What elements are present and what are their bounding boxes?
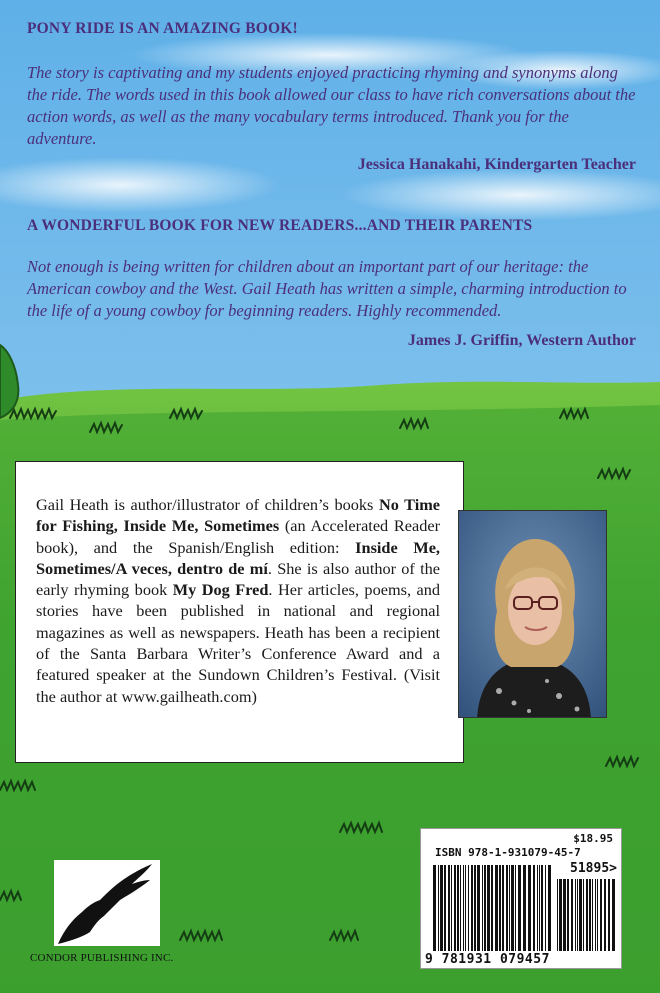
barcode-bar <box>474 865 476 951</box>
barcode-bar <box>484 865 486 951</box>
book-title: My Dog Fred <box>172 580 269 600</box>
barcode-bar <box>518 865 521 951</box>
barcode-bar <box>523 865 526 951</box>
author-photo <box>458 510 607 718</box>
barcode-bar <box>604 879 606 951</box>
barcode-bar <box>454 865 456 951</box>
barcode-bar <box>571 879 573 951</box>
isbn-label: ISBN 978-1-931079-45-7 <box>435 846 581 859</box>
barcode-bar <box>463 865 464 951</box>
barcode-bar <box>583 879 584 951</box>
author-bio-box <box>15 461 464 763</box>
author-bio: Gail Heath is author/illustrator of children’s books No Time for Fishing, Inside Me, Sometimes (an Accelerated Reader book), and the Spanish/English edition: Inside Me, Sometimes/A veces, dentro de mí. She is also author of the early rhyming book My Dog Fred. Her articles, poems, and stories have been published in national and regional magazines as well as newspapers. Heath has been a recipient of the Santa Barbara Writer’s Conference Award and a featured speaker at the Sundown Children’s Festival. (Visit the author at www.gailheath.com) <box>36 495 441 706</box>
isbn-digits: 9 781931 079457 <box>425 952 550 967</box>
barcode-bar <box>460 865 461 951</box>
barcode-bar <box>515 865 516 951</box>
barcode-bar <box>537 865 538 951</box>
barcode-bar <box>579 879 582 951</box>
barcode-bar <box>559 879 562 951</box>
barcode-bar <box>586 879 588 951</box>
barcode-bar <box>612 879 615 951</box>
barcode-bar <box>528 865 531 951</box>
barcode-bar <box>600 879 602 951</box>
barcode-bar <box>471 865 473 951</box>
barcode-bar <box>533 865 535 951</box>
barcode-bar <box>608 879 610 951</box>
barcode-bar <box>451 865 452 951</box>
review-2-quote: Not enough is being written for children about an important part of our heritage: the American cowboy and the West. Gail Heath has written a simple, charming introduction to the life of a young cowboy for beginning readers. Highly recommended. <box>27 257 627 320</box>
barcode-bar <box>495 865 498 951</box>
barcode-bar <box>482 865 483 951</box>
isbn-barcode <box>420 828 622 969</box>
barcode-bar <box>477 865 480 951</box>
barcode-bar <box>541 865 543 951</box>
barcode-bars <box>433 865 551 951</box>
review-2-heading: A WONDERFUL BOOK FOR NEW READERS...AND THEIR PARENTS <box>27 217 533 234</box>
barcode-bar <box>575 879 576 951</box>
barcode-bar <box>511 865 514 951</box>
barcode-bar <box>448 865 450 951</box>
barcode-bar <box>444 865 446 951</box>
price-label: $18.95 <box>573 832 613 845</box>
price-addon-digits: 51895> <box>570 861 617 876</box>
barcode-bar <box>506 865 508 951</box>
barcode-bar <box>595 879 596 951</box>
barcode-bar <box>438 865 439 951</box>
addon-barcode-bars <box>557 879 615 951</box>
barcode-bar <box>502 865 504 951</box>
barcode-bar <box>457 865 459 951</box>
review-1-heading: PONY RIDE IS AN AMAZING BOOK! <box>27 20 298 37</box>
barcode-bar <box>491 865 493 951</box>
barcode-bar <box>567 879 569 951</box>
barcode-bar <box>433 865 436 951</box>
barcode-bar <box>577 879 578 951</box>
review-1-quote: The story is captivating and my students enjoyed practicing rhyming and synonyms along the ride. The words used in this book allowed our class to have rich conversations about the action words, as well as the many vocabulary terms introduced. Thank you for the adventure. <box>27 63 636 148</box>
book-title: Inside Me, Sometimes/A veces, dentro de mí <box>36 537 440 578</box>
barcode-bar <box>468 865 469 951</box>
publisher-logo <box>54 860 160 946</box>
condor-icon <box>54 860 160 946</box>
barcode-bar <box>487 865 490 951</box>
publisher-name: CONDOR PUBLISHING INC. <box>30 952 174 964</box>
barcode-bar <box>597 879 598 951</box>
barcode-bar <box>563 879 566 951</box>
barcode-bar <box>440 865 443 951</box>
review-1-attribution: Jessica Hanakahi, Kindergarten Teacher <box>357 156 636 173</box>
barcode-bar <box>589 879 591 951</box>
barcode-bar <box>539 865 540 951</box>
barcode-bar <box>465 865 466 951</box>
barcode-bar <box>557 879 558 951</box>
barcode-bar <box>499 865 501 951</box>
barcode-bar <box>509 865 510 951</box>
barcode-bar <box>548 865 551 951</box>
barcode-bar <box>545 865 546 951</box>
barcode-bar <box>592 879 593 951</box>
book-title: No Time for Fishing, Inside Me, Sometimes <box>36 495 441 536</box>
review-2-attribution: James J. Griffin, Western Author <box>407 332 636 349</box>
